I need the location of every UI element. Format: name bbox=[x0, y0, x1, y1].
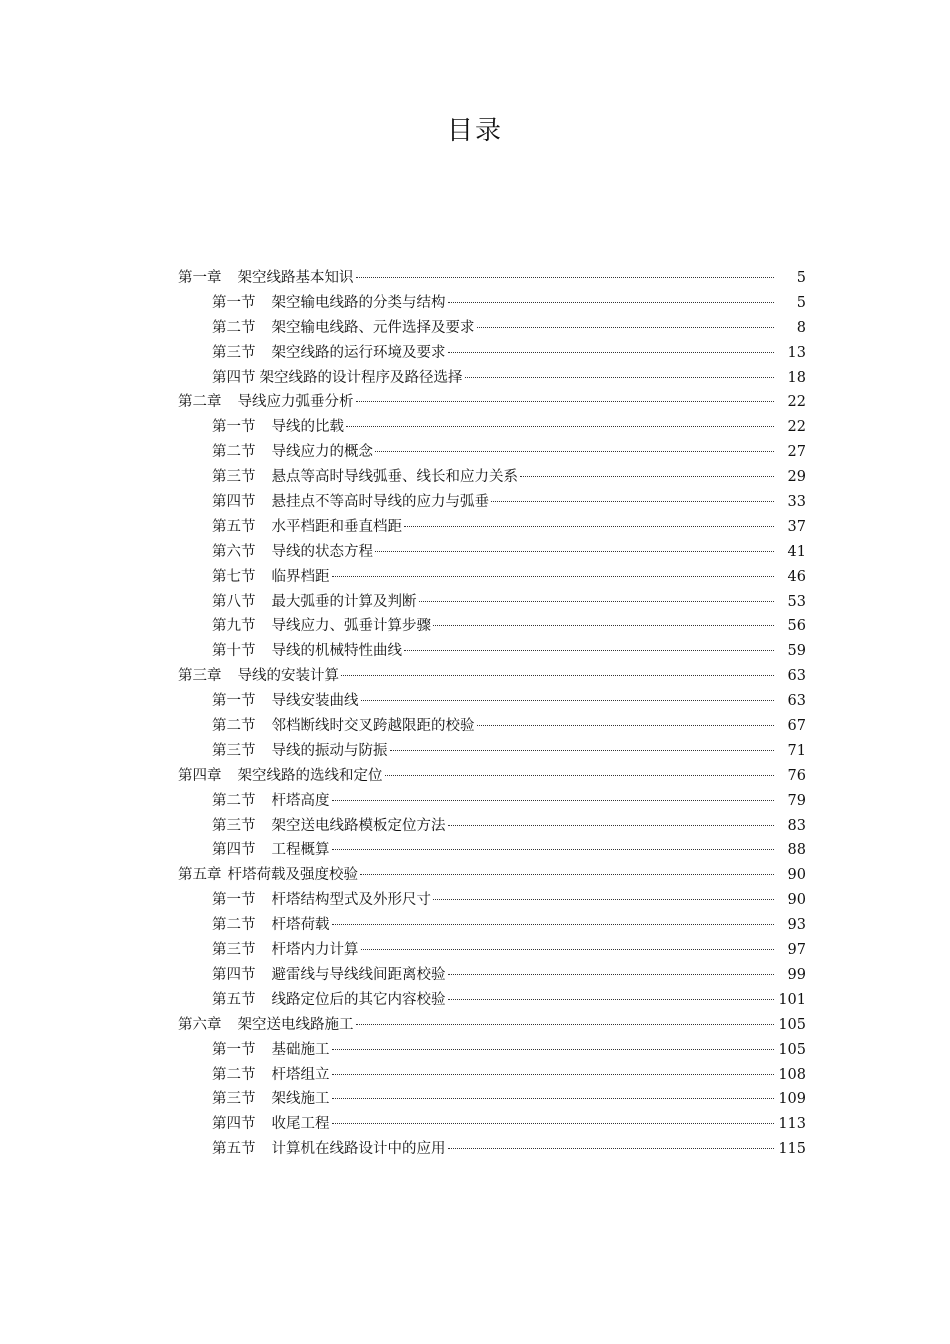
toc-entry-title: 杆塔内力计算 bbox=[271, 942, 359, 959]
dot-leader bbox=[385, 775, 775, 776]
toc-entry-label bbox=[212, 938, 359, 963]
toc-entry-label bbox=[178, 390, 354, 415]
toc-page-number: 63 bbox=[787, 668, 806, 685]
toc-entry-number: 第五节 bbox=[212, 518, 256, 535]
toc-entry-title: 导线应力的概念 bbox=[271, 444, 373, 461]
toc-page-number: 90 bbox=[787, 867, 806, 884]
toc-section-entry[interactable] bbox=[178, 565, 806, 590]
toc-entry-number: 第一节 bbox=[212, 419, 256, 436]
toc-entry-title: 架空线路的选线和定位 bbox=[237, 767, 383, 784]
toc-page-number: 88 bbox=[787, 842, 806, 859]
dot-leader bbox=[332, 800, 775, 801]
toc-entry-title: 导线的振动与防振 bbox=[271, 742, 388, 759]
dot-leader bbox=[448, 825, 775, 826]
table-of-contents bbox=[178, 266, 806, 1162]
toc-section-entry[interactable] bbox=[178, 465, 806, 490]
toc-entry-label bbox=[212, 789, 330, 814]
toc-entry-number: 第三节 bbox=[212, 469, 256, 486]
toc-page-number: 56 bbox=[787, 618, 806, 635]
dot-leader bbox=[332, 576, 775, 577]
dot-leader bbox=[356, 401, 775, 402]
toc-chapter-entry[interactable] bbox=[178, 863, 806, 888]
toc-entry-title: 避雷线与导线线间距离校验 bbox=[271, 966, 446, 983]
toc-entry-title: 线路定位后的其它内容校验 bbox=[271, 991, 446, 1008]
toc-page-number: 22 bbox=[787, 394, 806, 411]
toc-page-number: 76 bbox=[787, 767, 806, 784]
dot-leader bbox=[520, 476, 774, 477]
toc-entry-number: 第九节 bbox=[212, 618, 256, 635]
toc-entry-label bbox=[212, 1087, 330, 1112]
toc-page-number: 59 bbox=[787, 643, 806, 660]
toc-entry-title: 杆塔结构型式及外形尺寸 bbox=[271, 892, 431, 909]
toc-page-number: 63 bbox=[787, 693, 806, 710]
toc-section-entry[interactable] bbox=[178, 291, 806, 316]
toc-entry-label bbox=[212, 963, 446, 988]
toc-page-number: 37 bbox=[787, 518, 806, 535]
dot-leader bbox=[404, 650, 774, 651]
toc-chapter-entry[interactable] bbox=[178, 664, 806, 689]
toc-page-number: 90 bbox=[787, 892, 806, 909]
toc-entry-title: 架空送电线路施工 bbox=[237, 1016, 354, 1033]
dot-leader bbox=[360, 874, 774, 875]
toc-page-number: 29 bbox=[787, 469, 806, 486]
dot-leader bbox=[332, 924, 775, 925]
toc-page-number: 53 bbox=[787, 593, 806, 610]
toc-entry-number: 第一节 bbox=[212, 294, 256, 311]
toc-entry-number: 第四节 bbox=[212, 369, 256, 386]
toc-entry-label bbox=[212, 838, 330, 863]
toc-entry-title: 架空线路的运行环境及要求 bbox=[271, 344, 446, 361]
toc-entry-title: 导线应力、弧垂计算步骤 bbox=[271, 618, 431, 635]
dot-leader bbox=[448, 999, 775, 1000]
toc-entry-number: 第二节 bbox=[212, 444, 256, 461]
toc-section-entry[interactable] bbox=[178, 341, 806, 366]
toc-section-entry[interactable] bbox=[178, 440, 806, 465]
toc-entry-number: 第四节 bbox=[212, 494, 256, 511]
toc-entry-label bbox=[212, 366, 463, 391]
toc-page-number: 113 bbox=[778, 1116, 806, 1133]
toc-page-number: 8 bbox=[796, 319, 806, 336]
toc-entry-label bbox=[212, 316, 475, 341]
toc-entry-title: 架线施工 bbox=[271, 1091, 330, 1108]
toc-entry-number: 第三节 bbox=[212, 942, 256, 959]
toc-entry-title: 基础施工 bbox=[271, 1041, 330, 1058]
toc-entry-number: 第五节 bbox=[212, 991, 256, 1008]
dot-leader bbox=[375, 551, 774, 552]
toc-entry-number: 第四节 bbox=[212, 842, 256, 859]
toc-page-number: 97 bbox=[787, 942, 806, 959]
toc-page-number: 27 bbox=[787, 444, 806, 461]
toc-section-entry[interactable] bbox=[178, 814, 806, 839]
toc-entry-label bbox=[178, 664, 339, 689]
toc-page-number: 71 bbox=[787, 742, 806, 759]
toc-page-number: 13 bbox=[787, 344, 806, 361]
toc-page-number: 5 bbox=[796, 294, 806, 311]
dot-leader bbox=[390, 750, 775, 751]
toc-entry-label bbox=[212, 415, 344, 440]
dot-leader bbox=[361, 949, 775, 950]
toc-entry-title: 临界档距 bbox=[271, 568, 330, 585]
toc-page-number: 41 bbox=[787, 543, 806, 560]
toc-entry-number: 第五节 bbox=[212, 1141, 256, 1158]
toc-entry-title: 架空线路基本知识 bbox=[237, 270, 354, 286]
toc-page-number: 115 bbox=[778, 1141, 806, 1158]
dot-leader bbox=[491, 501, 774, 502]
toc-page-number: 46 bbox=[787, 568, 806, 585]
toc-section-entry[interactable] bbox=[178, 689, 806, 714]
toc-entry-number: 第二节 bbox=[212, 1066, 256, 1083]
toc-entry-number: 第二节 bbox=[212, 792, 256, 809]
toc-entry-title: 邻档断线时交叉跨越限距的校验 bbox=[271, 718, 475, 735]
toc-entry-label bbox=[178, 266, 354, 291]
toc-section-entry[interactable] bbox=[178, 739, 806, 764]
toc-entry-number: 第一章 bbox=[178, 270, 222, 286]
toc-page-number: 101 bbox=[778, 991, 806, 1008]
dot-leader bbox=[448, 302, 775, 303]
toc-entry-title: 水平档距和垂直档距 bbox=[271, 518, 402, 535]
toc-entry-label bbox=[212, 440, 373, 465]
page-title: 目录 bbox=[446, 116, 503, 146]
toc-entry-label bbox=[212, 1063, 330, 1088]
toc-page-number: 99 bbox=[787, 966, 806, 983]
toc-section-entry[interactable] bbox=[178, 490, 806, 515]
toc-entry-title: 导线应力弧垂分析 bbox=[237, 394, 354, 411]
toc-entry-number: 第五章 bbox=[178, 867, 222, 884]
toc-entry-number: 第三节 bbox=[212, 344, 256, 361]
toc-section-entry[interactable] bbox=[178, 714, 806, 739]
toc-entry-label bbox=[212, 490, 489, 515]
toc-entry-title: 导线的安装计算 bbox=[237, 668, 339, 685]
toc-page-number: 33 bbox=[787, 494, 806, 511]
toc-page-number: 67 bbox=[787, 718, 806, 735]
toc-section-entry[interactable] bbox=[178, 963, 806, 988]
dot-leader bbox=[419, 601, 775, 602]
toc-entry-title: 计算机在线路设计中的应用 bbox=[271, 1141, 446, 1158]
toc-entry-number: 第一节 bbox=[212, 693, 256, 710]
toc-entry-label bbox=[212, 590, 417, 615]
dot-leader bbox=[477, 327, 775, 328]
toc-section-entry[interactable] bbox=[178, 938, 806, 963]
toc-entry-label bbox=[212, 565, 330, 590]
dot-leader bbox=[465, 377, 775, 378]
toc-entry-label bbox=[212, 1137, 446, 1162]
dot-leader bbox=[332, 1074, 775, 1075]
toc-section-entry[interactable] bbox=[178, 614, 806, 639]
toc-entry-number: 第三节 bbox=[212, 1091, 256, 1108]
toc-entry-title: 杆塔高度 bbox=[271, 792, 330, 809]
toc-section-entry[interactable] bbox=[178, 1112, 806, 1137]
toc-entry-number: 第二节 bbox=[212, 917, 256, 934]
toc-entry-title: 悬点等高时导线弧垂、线长和应力关系 bbox=[271, 469, 518, 486]
toc-entry-title: 架空输电线路的分类与结构 bbox=[271, 294, 446, 311]
toc-entry-number: 第三章 bbox=[178, 668, 222, 685]
toc-section-entry[interactable] bbox=[178, 639, 806, 664]
toc-entry-number: 第十节 bbox=[212, 643, 256, 660]
toc-entry-title: 工程概算 bbox=[271, 842, 330, 859]
toc-section-entry[interactable] bbox=[178, 1137, 806, 1162]
toc-chapter-entry[interactable] bbox=[178, 1013, 806, 1038]
toc-entry-number: 第二章 bbox=[178, 394, 222, 411]
toc-section-entry[interactable] bbox=[178, 838, 806, 863]
toc-chapter-entry[interactable] bbox=[178, 390, 806, 415]
toc-entry-title: 收尾工程 bbox=[271, 1116, 330, 1133]
toc-page-number: 83 bbox=[787, 817, 806, 834]
dot-leader bbox=[375, 451, 774, 452]
dot-leader bbox=[356, 1024, 775, 1025]
toc-entry-number: 第四节 bbox=[212, 966, 256, 983]
toc-entry-number: 第一节 bbox=[212, 1041, 256, 1058]
toc-entry-title: 架空线路的设计程序及路径选择 bbox=[259, 369, 463, 386]
toc-page-number: 18 bbox=[787, 369, 806, 386]
toc-entry-label bbox=[212, 714, 475, 739]
toc-entry-label bbox=[212, 465, 518, 490]
toc-entry-label bbox=[178, 764, 383, 789]
toc-page-number: 105 bbox=[778, 1041, 806, 1058]
dot-leader bbox=[356, 277, 775, 278]
toc-entry-title: 杆塔荷载及强度校验 bbox=[227, 867, 358, 884]
toc-entry-number: 第七节 bbox=[212, 568, 256, 585]
toc-page-number: 22 bbox=[787, 419, 806, 436]
toc-entry-label bbox=[212, 913, 330, 938]
dot-leader bbox=[346, 426, 774, 427]
toc-page-number: 109 bbox=[778, 1091, 806, 1108]
toc-entry-title: 杆塔组立 bbox=[271, 1066, 330, 1083]
dot-leader bbox=[477, 725, 775, 726]
toc-entry-title: 架空输电线路、元件选择及要求 bbox=[271, 319, 475, 336]
toc-page-number: 93 bbox=[787, 917, 806, 934]
toc-entry-number: 第六章 bbox=[178, 1016, 222, 1033]
toc-entry-title: 导线的机械特性曲线 bbox=[271, 643, 402, 660]
toc-entry-label bbox=[212, 614, 431, 639]
dot-leader bbox=[332, 1098, 775, 1099]
toc-entry-title: 架空送电线路模板定位方法 bbox=[271, 817, 446, 834]
toc-entry-label bbox=[212, 1038, 330, 1063]
toc-entry-label bbox=[212, 639, 402, 664]
toc-entry-title: 导线安装曲线 bbox=[271, 693, 359, 710]
toc-page-number: 79 bbox=[787, 792, 806, 809]
toc-entry-number: 第四章 bbox=[178, 767, 222, 784]
toc-entry-title: 导线的比载 bbox=[271, 419, 344, 436]
toc-entry-title: 杆塔荷载 bbox=[271, 917, 330, 934]
toc-entry-label bbox=[178, 863, 358, 888]
toc-section-entry[interactable] bbox=[178, 415, 806, 440]
toc-entry-label bbox=[212, 1112, 330, 1137]
dot-leader bbox=[448, 1148, 775, 1149]
toc-entry-title: 导线的状态方程 bbox=[271, 543, 373, 560]
toc-page-number: 5 bbox=[796, 270, 806, 286]
toc-entry-number: 第二节 bbox=[212, 718, 256, 735]
toc-entry-number: 第六节 bbox=[212, 543, 256, 560]
dot-leader bbox=[361, 700, 775, 701]
toc-chapter-entry[interactable] bbox=[178, 764, 806, 789]
toc-chapter-entry[interactable] bbox=[178, 266, 806, 291]
toc-section-entry[interactable] bbox=[178, 1063, 806, 1088]
toc-entry-number: 第三节 bbox=[212, 817, 256, 834]
toc-section-entry[interactable] bbox=[178, 366, 806, 391]
toc-entry-label bbox=[212, 739, 388, 764]
toc-entry-label bbox=[212, 888, 431, 913]
dot-leader bbox=[448, 352, 775, 353]
toc-entry-label bbox=[212, 988, 446, 1013]
dot-leader bbox=[433, 625, 774, 626]
toc-page-number: 108 bbox=[778, 1066, 806, 1083]
toc-section-entry[interactable] bbox=[178, 913, 806, 938]
toc-entry-number: 第二节 bbox=[212, 319, 256, 336]
toc-entry-number: 第三节 bbox=[212, 742, 256, 759]
dot-leader bbox=[332, 1049, 775, 1050]
toc-entry-number: 第一节 bbox=[212, 892, 256, 909]
toc-entry-label bbox=[212, 291, 446, 316]
dot-leader bbox=[341, 675, 774, 676]
toc-entry-label bbox=[212, 341, 446, 366]
toc-entry-label bbox=[212, 540, 373, 565]
toc-entry-label bbox=[212, 689, 359, 714]
toc-section-entry[interactable] bbox=[178, 888, 806, 913]
toc-section-entry[interactable] bbox=[178, 1087, 806, 1112]
toc-entry-label bbox=[212, 515, 402, 540]
toc-entry-label bbox=[178, 1013, 354, 1038]
dot-leader bbox=[404, 526, 774, 527]
toc-entry-number: 第八节 bbox=[212, 593, 256, 610]
toc-entry-label bbox=[212, 814, 446, 839]
dot-leader bbox=[433, 899, 774, 900]
toc-section-entry[interactable] bbox=[178, 590, 806, 615]
toc-section-entry[interactable] bbox=[178, 789, 806, 814]
toc-section-entry[interactable] bbox=[178, 1038, 806, 1063]
toc-section-entry[interactable] bbox=[178, 988, 806, 1013]
toc-section-entry[interactable] bbox=[178, 540, 806, 565]
dot-leader bbox=[332, 1123, 775, 1124]
toc-entry-title: 最大弧垂的计算及判断 bbox=[271, 593, 417, 610]
dot-leader bbox=[332, 849, 775, 850]
toc-page-number: 105 bbox=[778, 1016, 806, 1033]
toc-entry-number: 第四节 bbox=[212, 1116, 256, 1133]
toc-section-entry[interactable] bbox=[178, 316, 806, 341]
dot-leader bbox=[448, 974, 775, 975]
toc-section-entry[interactable] bbox=[178, 515, 806, 540]
toc-entry-title: 悬挂点不等高时导线的应力与弧垂 bbox=[271, 494, 489, 511]
